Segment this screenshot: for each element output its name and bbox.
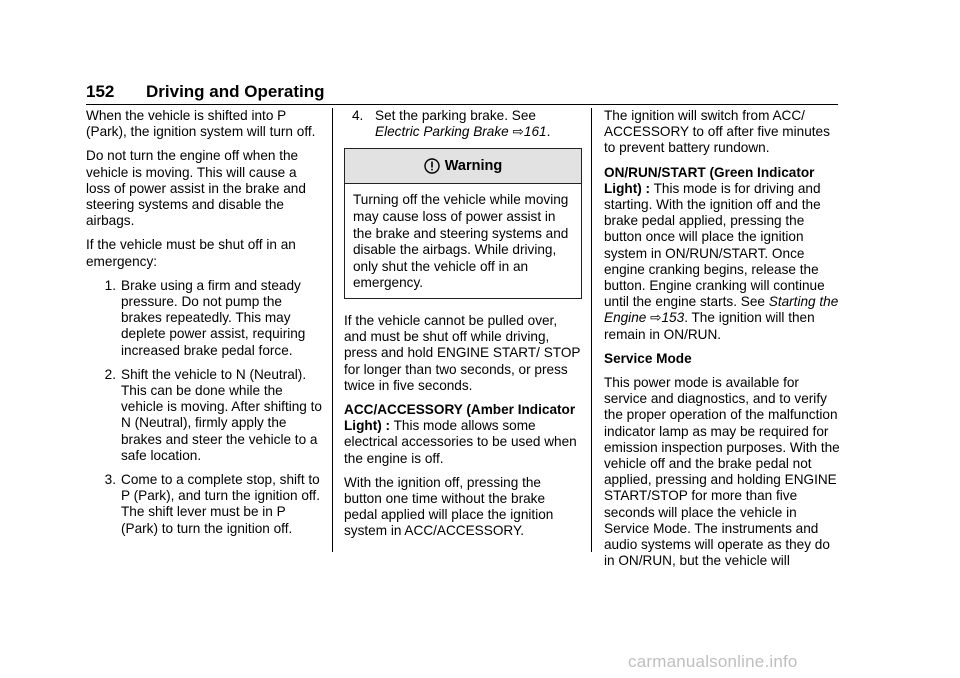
page-ref-arrow-icon: ⇨ bbox=[512, 124, 524, 140]
page-header bbox=[86, 82, 838, 105]
list-number: 2. bbox=[104, 366, 116, 382]
paragraph: ACC/ACCESSORY (Amber Indicator Light) : This mode allows some electrical accessories to be used when the engine is off. bbox=[344, 401, 577, 466]
column-1 bbox=[86, 108, 324, 545]
warning-title: Warning bbox=[444, 158, 503, 175]
list-number: 4. bbox=[352, 108, 364, 123]
column-2 bbox=[344, 108, 582, 548]
list-item bbox=[344, 108, 582, 140]
paragraph: The ignition will switch from ACC/ ACCESSORY to off after five minutes to prevent battery rundown. bbox=[604, 108, 830, 156]
paragraph: Do not turn the engine off when the vehicle is moving. This will cause a loss of power assist in the brake and steering systems and disable the airbags. bbox=[86, 148, 306, 229]
warning-box bbox=[344, 148, 582, 299]
list-text: Brake using a firm and steady pressure. Do not pump the brakes repeatedly. This may deplete power assist, requiring increased brake pedal force. bbox=[121, 277, 306, 358]
subheading: Service Mode bbox=[604, 350, 692, 366]
list-item bbox=[86, 278, 324, 359]
term-label: ACC/ACCESSORY (Amber Indicator Light) : bbox=[344, 401, 576, 434]
warning-text: Turning off the vehicle while moving may cause loss of power assist in the brake and steering systems and disable the airbags. While driving, only shut the vehicle off in an emergency. bbox=[353, 192, 569, 291]
page-reference: 153 bbox=[661, 310, 685, 326]
list-item bbox=[86, 367, 324, 464]
cross-reference-link[interactable]: Starting the Engine bbox=[604, 294, 839, 326]
page-number: 152 bbox=[86, 82, 115, 101]
cross-reference-link[interactable]: Electric Parking Brake bbox=[375, 124, 509, 140]
paragraph: If the vehicle cannot be pulled over, and must be shut off while driving, press and hold ENGINE START/ STOP for longer than two seconds, or press twice in five seconds. bbox=[344, 312, 581, 393]
list-item bbox=[86, 472, 324, 537]
page-reference: 161 bbox=[523, 124, 547, 140]
list-number: 1. bbox=[104, 277, 116, 293]
warning-header bbox=[345, 149, 581, 184]
list-text: Set the parking brake. See Electric Parking Brake ⇨161. bbox=[375, 108, 551, 140]
column-divider bbox=[332, 108, 333, 552]
column-divider bbox=[591, 108, 592, 552]
column-3 bbox=[604, 108, 842, 577]
list-number: 3. bbox=[104, 472, 116, 488]
page-ref-arrow-icon: ⇨ bbox=[650, 310, 662, 326]
watermark: carmanualsonline.info bbox=[628, 652, 798, 671]
list-text: Shift the vehicle to N (Neutral). This can be done while the vehicle is moving. After shifting to N (Neutral), firmly apply the brakes and steer the vehicle to a safe location. bbox=[121, 366, 322, 463]
paragraph: If the vehicle must be shut off in an emergency: bbox=[86, 237, 296, 269]
warning-circle-icon bbox=[424, 158, 440, 174]
paragraph: When the vehicle is shifted into P (Park), the ignition system will turn off. bbox=[86, 108, 316, 140]
section-title: Driving and Operating bbox=[146, 82, 325, 101]
paragraph: ON/RUN/START (Green Indicator Light) : This mode is for driving and starting. With the ignition off and the brake pedal applied, pressing the button once will place the ignition system in ON/RUN/START. Once engine cranking begins, release the button. Engine cranking will continue until the engine starts. See Starting the Engine ⇨153. The ignition will then remain in ON/RUN. bbox=[604, 164, 839, 342]
list-text: Come to a complete stop, shift to P (Park), and turn the ignition off. The shift lever must be in P (Park) to turn the ignition off. bbox=[121, 472, 320, 536]
paragraph: With the ignition off, pressing the button one time without the brake pedal applied will place the ignition system in ACC/ACCESSORY. bbox=[344, 474, 554, 539]
paragraph: This power mode is available for service and diagnostics, and to verify the proper operation of the malfunction indicator lamp as may be required for emission inspection purposes. With the vehicle off and the brake pedal not applied, pressing and holding ENGINE START/STOP for more than five seconds will place the vehicle in Service Mode. The instruments and audio systems will operate as they do in ON/RUN, but the vehicle will bbox=[604, 375, 840, 569]
term-label: ON/RUN/START (Green Indicator Light) : bbox=[604, 164, 815, 196]
